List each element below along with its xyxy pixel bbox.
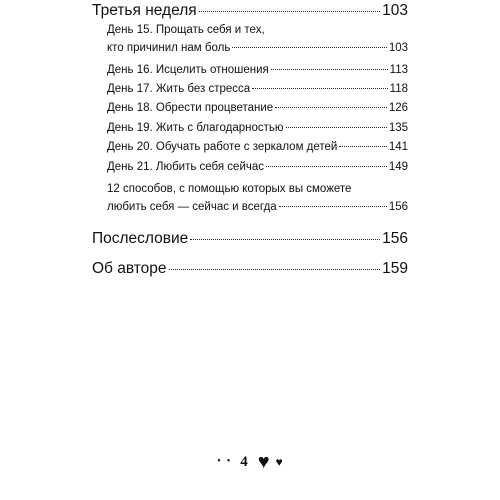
- toc-entry-page: 156: [388, 201, 408, 213]
- top-divider: [92, 0, 408, 1]
- dot-leader: [275, 107, 387, 108]
- toc-entry-page: 149: [388, 161, 408, 173]
- dot-leader: [199, 11, 381, 12]
- dot-icon: •: [226, 456, 231, 467]
- toc-entry-day20[interactable]: [107, 141, 408, 153]
- toc-entry-ways12-line1: 12 способов, с помощью которых вы сможете: [107, 183, 352, 195]
- toc-entry-title: День 17. Жить без стресса: [107, 83, 251, 95]
- dot-leader: [232, 47, 387, 48]
- toc-entry-page: 126: [388, 102, 408, 114]
- toc-entry-title: Послесловие: [92, 230, 189, 247]
- heart-icon: ♥: [275, 455, 283, 469]
- toc-entry-day16[interactable]: [107, 64, 408, 76]
- toc-entry-title: любить себя — сейчас и всегда: [107, 201, 277, 213]
- dot-leader: [169, 269, 381, 270]
- toc-entry-title: День 19. Жить с благодарностью: [107, 122, 284, 134]
- page-number: 4: [240, 453, 248, 470]
- toc-entry-day19[interactable]: [107, 122, 408, 134]
- page-footer: [0, 452, 500, 472]
- toc-entry-day18[interactable]: [107, 102, 408, 114]
- toc-entry-title: День 20. Обучать работе с зеркалом детей: [107, 141, 338, 153]
- dot-leader: [271, 69, 388, 70]
- toc-entry-week3[interactable]: [92, 2, 408, 20]
- toc-entry-author[interactable]: [92, 260, 408, 278]
- toc-entry-page: 118: [389, 83, 408, 95]
- toc-entry-page: 103: [382, 2, 408, 19]
- toc-entry-day21[interactable]: [107, 161, 408, 173]
- dot-leader: [252, 88, 387, 89]
- toc-entry-page: 135: [388, 122, 408, 134]
- toc-entry-title: Об авторе: [92, 260, 167, 277]
- toc-entry-title: День 16. Исцелить отношения: [107, 64, 269, 76]
- toc-entry-day15-line1: День 15. Прощать себя и тех,: [107, 24, 265, 36]
- toc-entry-day17[interactable]: [107, 83, 408, 95]
- dot-leader: [190, 239, 380, 240]
- dot-leader: [339, 146, 386, 147]
- toc-entry-page: 103: [388, 42, 408, 54]
- toc-entry-afterword[interactable]: [92, 230, 408, 248]
- toc-entry-page: 113: [389, 64, 408, 76]
- toc-entry-page: 159: [382, 260, 408, 277]
- heart-icon: ♥: [257, 451, 270, 473]
- toc-entry-page: 141: [388, 141, 408, 153]
- dot-icon: •: [217, 456, 221, 467]
- toc-entry-title: Третья неделя: [92, 2, 197, 19]
- toc-entry-title: День 21. Любить себя сейчас: [107, 161, 265, 173]
- toc-entry-ways12[interactable]: [107, 201, 408, 213]
- dot-leader: [266, 166, 387, 167]
- dot-leader: [279, 206, 387, 207]
- toc-entry-day15[interactable]: [107, 42, 408, 54]
- dot-leader: [286, 127, 387, 128]
- toc-entry-title: День 18. Обрести процветание: [107, 102, 274, 114]
- toc-entry-page: 156: [382, 230, 408, 247]
- toc-entry-title: кто причинил нам боль: [107, 42, 231, 54]
